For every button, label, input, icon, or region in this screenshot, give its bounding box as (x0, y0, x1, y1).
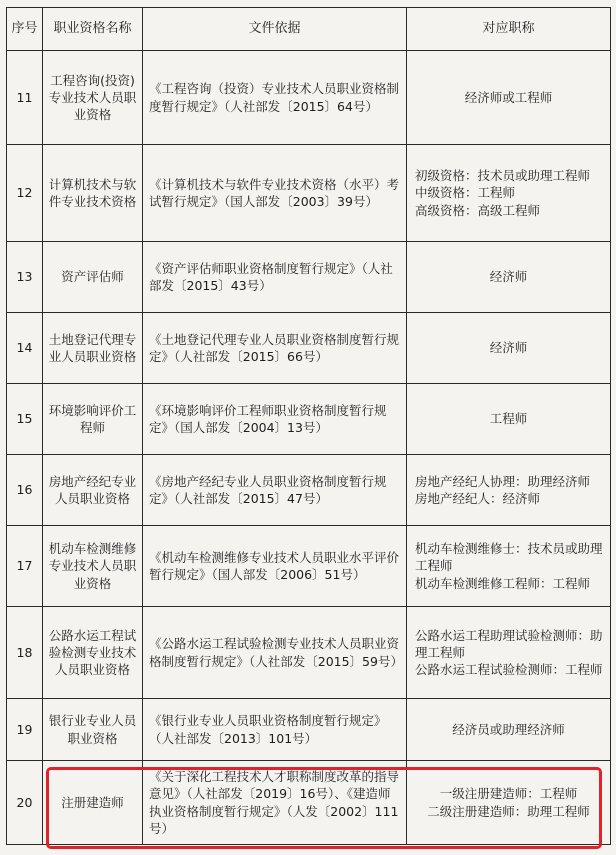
title-line: 高级资格：高级工程师 (415, 202, 541, 218)
title-line: 经济员或助理经济师 (452, 721, 565, 737)
row-qualification-name: 银行业专业人员职业资格 (43, 699, 143, 761)
row-qualification-name: 资产评估师 (43, 242, 143, 313)
title-line: 房地产经纪人协理：助理经济师 (415, 473, 591, 489)
header-basis: 文件依据 (143, 8, 407, 51)
row-seq: 15 (7, 384, 43, 455)
row-qualification-name: 工程咨询(投资)专业技术人员职业资格 (43, 51, 143, 145)
table-row (7, 51, 611, 145)
table-row (7, 761, 611, 845)
row-seq: 17 (7, 526, 43, 607)
row-document-basis: 《关于深化工程技术人才职称制度改革的指导意见》（人社部发〔2019〕16号）、《建造师执业资格制度暂行规定》（人发〔2002〕111号） (143, 761, 407, 845)
row-seq: 20 (7, 761, 43, 845)
title-line: 公路水运工程试验检测师：工程师 (415, 662, 603, 678)
row-qualification-name: 环境影响评价工程师 (43, 384, 143, 455)
row-title (407, 145, 611, 242)
row-qualification-name: 计算机技术与软件专业技术资格 (43, 145, 143, 242)
row-title (407, 607, 611, 699)
title-line: 经济师或工程师 (464, 89, 553, 105)
title-line: 机动车检测维修工程师：工程师 (415, 575, 591, 591)
row-document-basis: 《房地产经纪专业人员职业资格制度暂行规定》（人社部发〔2015〕47号） (143, 455, 407, 526)
table-row (7, 455, 611, 526)
row-document-basis: 《资产评估师职业资格制度暂行规定》（人社部发〔2015〕43号） (143, 242, 407, 313)
row-seq: 11 (7, 51, 43, 145)
table-row (7, 145, 611, 242)
row-document-basis: 《工程咨询（投资）专业技术人员职业资格制度暂行规定》（人社部发〔2015〕64号） (143, 51, 407, 145)
table-row (7, 699, 611, 761)
row-title (407, 51, 611, 145)
row-qualification-name: 注册建造师 (43, 761, 143, 845)
row-qualification-name: 房地产经纪专业人员职业资格 (43, 455, 143, 526)
row-title (407, 455, 611, 526)
header-title: 对应职称 (407, 8, 611, 51)
row-document-basis: 《土地登记代理专业人员职业资格制度暂行规定》（人社部发〔2015〕66号） (143, 313, 407, 384)
row-document-basis: 《公路水运工程试验检测专业技术人员职业资格制度暂行规定》（人社部发〔2015〕59号） (143, 607, 407, 699)
header-name: 职业资格名称 (43, 8, 143, 51)
row-title (407, 242, 611, 313)
row-document-basis: 《机动车检测维修专业技术人员职业水平评价暂行规定》（国人部发〔2006〕51号） (143, 526, 407, 607)
table-row (7, 384, 611, 455)
table-header-row (7, 8, 611, 51)
row-title (407, 699, 611, 761)
title-line: 经济师 (489, 340, 528, 356)
table-row (7, 313, 611, 384)
title-line: 房地产经纪人：经济师 (415, 491, 541, 506)
row-seq: 13 (7, 242, 43, 313)
table-row (7, 242, 611, 313)
row-title (407, 384, 611, 455)
title-line: 工程师 (489, 411, 528, 427)
title-line: 中级资格：工程师 (415, 185, 516, 201)
title-line: 机动车检测维修士：技术员或助理工程师 (415, 541, 603, 574)
header-seq: 序号 (7, 8, 43, 51)
title-line: 二级注册建造师：助理工程师 (427, 803, 590, 819)
table-row (7, 526, 611, 607)
table-row (7, 607, 611, 699)
row-title (407, 526, 611, 607)
title-line: 经济师 (489, 269, 528, 285)
row-document-basis: 《银行业专业人员职业资格制度暂行规定》（人社部发〔2013〕101号） (143, 699, 407, 761)
row-document-basis: 《计算机技术与软件专业技术资格（水平）考试暂行规定》（国人部发〔2003〕39号） (143, 145, 407, 242)
row-seq: 19 (7, 699, 43, 761)
row-title (407, 761, 611, 845)
row-document-basis: 《环境影响评价工程师职业资格制度暂行规定》（国人部发〔2004〕13号） (143, 384, 407, 455)
title-line: 初级资格：技术员或助理工程师 (415, 168, 591, 184)
row-qualification-name: 机动车检测维修专业技术人员职业资格 (43, 526, 143, 607)
row-title (407, 313, 611, 384)
title-line: 公路水运工程助理试验检测师：助理工程师 (415, 627, 603, 660)
row-seq: 12 (7, 145, 43, 242)
qualification-table (6, 7, 611, 845)
title-line: 一级注册建造师：工程师 (439, 786, 578, 802)
row-qualification-name: 公路水运工程试验检测专业技术人员职业资格 (43, 607, 143, 699)
row-qualification-name: 土地登记代理专业人员职业资格 (43, 313, 143, 384)
row-seq: 16 (7, 455, 43, 526)
row-seq: 14 (7, 313, 43, 384)
row-seq: 18 (7, 607, 43, 699)
